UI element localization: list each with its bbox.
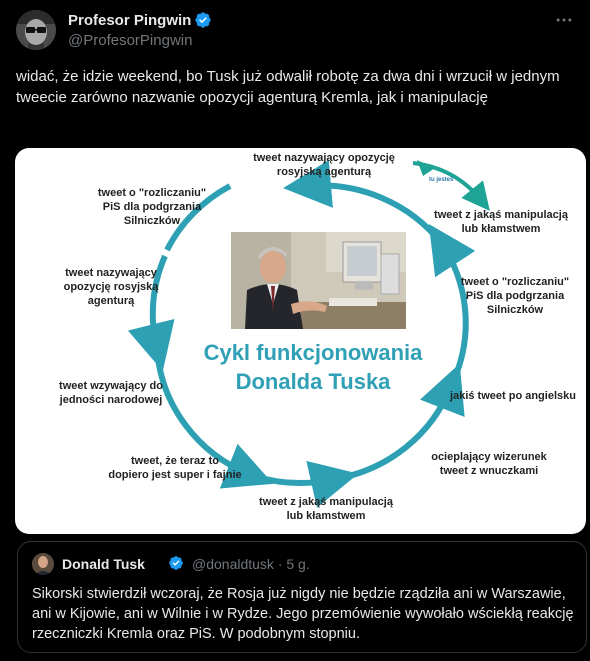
annotation-arrow-tail	[417, 160, 435, 176]
tweet-header	[16, 10, 576, 54]
cycle-step-label: tweet nazywający opozycję rosyjską agenturą	[63, 267, 159, 307]
quoted-author-avatar[interactable]	[32, 553, 54, 575]
cycle-step-label: ocieplający wizerunek tweet z wnuczkami	[431, 451, 547, 477]
author-avatar[interactable]	[16, 10, 56, 50]
cycle-arc	[251, 475, 335, 483]
cycle-step-label: tweet o "rozliczaniu" PiS dla podgrzania Silniczków	[97, 187, 207, 227]
quoted-tweet[interactable]	[17, 541, 587, 653]
more-options-icon[interactable]	[554, 10, 574, 30]
cycle-step-label: tweet nazywający opozycję rosyjską agenturą	[253, 152, 395, 178]
quoted-author-handle[interactable]: @donaldtusk · 5 g.	[192, 556, 310, 572]
cycle-step-label: tweet, że teraz to dopiero jest super i fajnie	[108, 455, 242, 481]
annotation-label: tu jesteś	[429, 177, 454, 183]
cycle-step-label: jakiś tweet po angielsku	[450, 390, 576, 402]
quoted-tweet-text: Sikorski stwierdził wczoraj, że Rosja już nigdy nie będzie rządziła ani w Warszawie, ani w Kijowie, ani w Wilnie i w Rydze. Jego przemówienie wywołało wściekłą reakcję rzeczniczki Kremla oraz PiS. W podobnym stopniu.	[32, 586, 574, 642]
cycle-step-label: tweet z jakąś manipulacją lub kłamstwem	[259, 496, 393, 522]
quoted-author-name[interactable]: Donald Tusk	[62, 556, 145, 572]
tusk-photo	[231, 232, 406, 329]
verified-badge-icon	[168, 555, 184, 571]
tweet-text: widać, że idzie weekend, bo Tusk już odwalił robotę za dwa dni i wrzucił w jednym tweecie zarówno nazwanie opozycji agenturą Kremla, jak i manipulację	[16, 68, 560, 106]
cycle-title: Cykl funkcjonowania Donalda Tuska	[203, 340, 423, 394]
tweet-image[interactable]	[15, 148, 586, 534]
verified-badge-icon	[194, 11, 212, 29]
author-handle[interactable]: @ProfesorPingwin	[68, 32, 193, 49]
cycle-step-label: tweet z jakąś manipulacją lub kłamstwem	[434, 209, 568, 235]
author-name[interactable]: Profesor Pingwin	[68, 12, 192, 29]
cycle-step-label: tweet wzywający do jedności narodowej	[59, 380, 163, 406]
cycle-step-label: tweet o "rozliczaniu" PiS dla podgrzania Silniczków	[460, 276, 570, 316]
